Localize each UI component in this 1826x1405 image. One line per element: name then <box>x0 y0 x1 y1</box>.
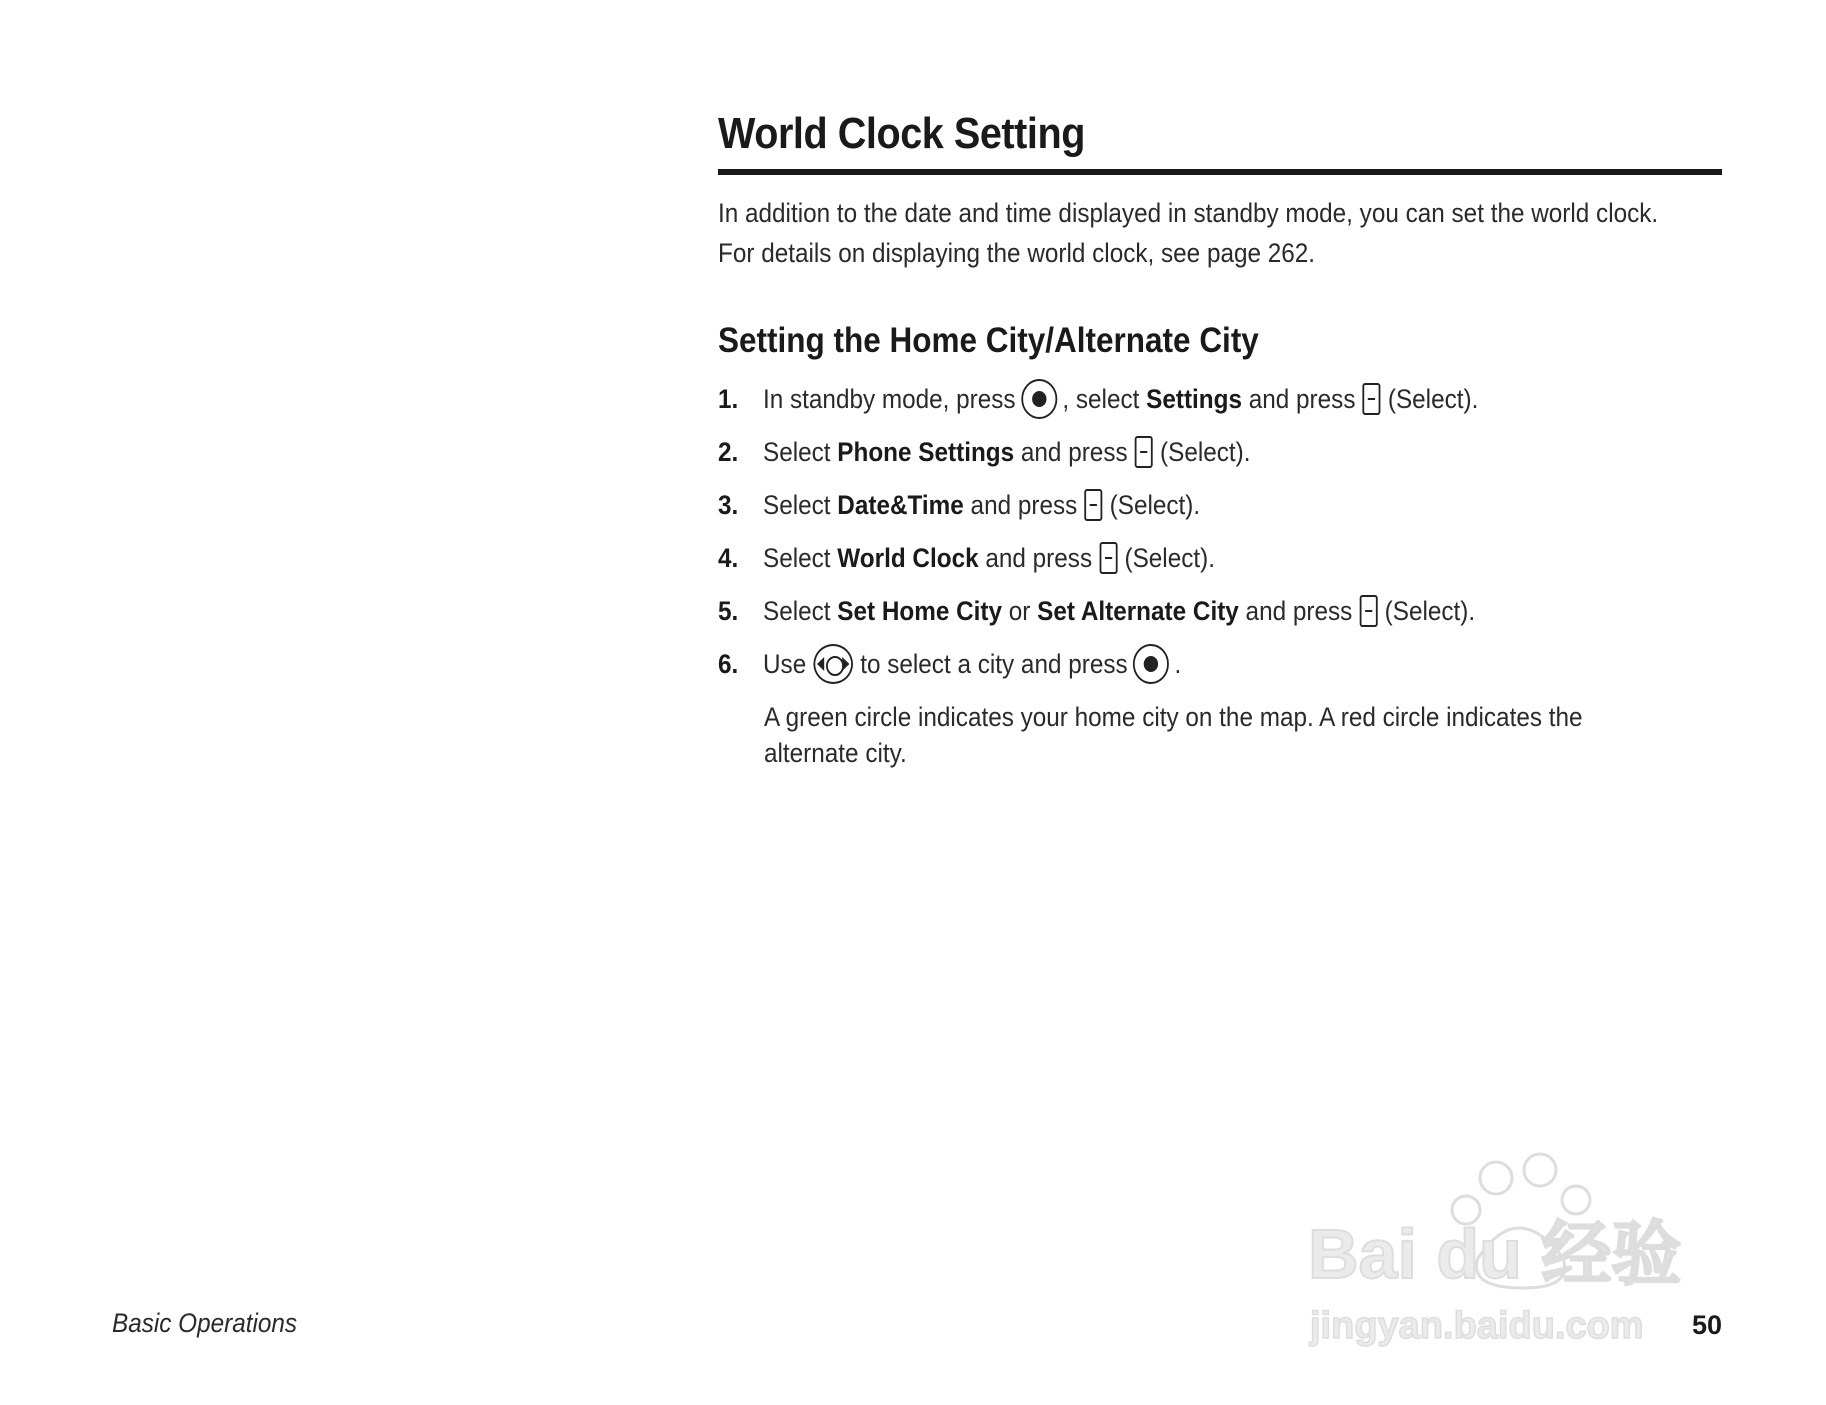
left-right-nav-key-icon <box>813 644 853 684</box>
watermark-url: jingyan.baidu.com <box>1310 1305 1644 1347</box>
step-text: , select <box>1062 383 1147 414</box>
page-title: World Clock Setting <box>718 109 1085 158</box>
menu-item-date-time: Date&Time <box>837 489 964 520</box>
step-number: 6. <box>718 648 739 679</box>
step-text: and press <box>1241 383 1356 414</box>
step-text: (Select). <box>1387 383 1479 414</box>
step-number: 4. <box>718 542 739 573</box>
step-number: 1. <box>718 383 739 414</box>
step-text: (Select). <box>1124 542 1215 573</box>
step-3 <box>718 479 1622 532</box>
section-heading: Setting the Home City/Alternate City <box>718 320 1259 360</box>
center-select-key-icon <box>1021 379 1057 419</box>
nav-left-arrow-icon <box>817 657 824 671</box>
title-divider <box>718 169 1722 175</box>
soft-key-icon <box>1359 595 1377 627</box>
step-number: 3. <box>718 489 739 520</box>
step-text: and press <box>1014 436 1128 467</box>
step-number: 2. <box>718 436 739 467</box>
step-text: (Select). <box>1109 489 1201 520</box>
step-text: and press <box>978 542 1093 573</box>
step-text: Select <box>763 542 838 573</box>
step-text: Select <box>763 489 838 520</box>
step-6-note: A green circle indicates your home city on the map. A red circle indicates the alternate city. <box>764 701 1583 768</box>
menu-item-world-clock: World Clock <box>837 542 979 573</box>
step-text: Select <box>763 436 838 467</box>
step-text: (Select). <box>1384 595 1476 626</box>
intro-line-2: For details on displaying the world clock, see page 262. <box>718 237 1316 268</box>
step-text: and press <box>963 489 1078 520</box>
step-1 <box>718 373 1622 426</box>
step-text: or <box>1002 595 1038 626</box>
menu-item-phone-settings: Phone Settings <box>837 436 1015 467</box>
nav-right-arrow-icon <box>842 657 849 671</box>
step-text: . <box>1174 648 1182 679</box>
step-text: Select <box>763 595 838 626</box>
watermark-brand: Bai du 经验 <box>1308 1215 1682 1293</box>
baidu-jingyan-watermark <box>1308 1148 1738 1348</box>
step-4 <box>718 532 1622 585</box>
menu-item-set-alternate-city: Set Alternate City <box>1037 595 1239 626</box>
step-5 <box>718 585 1622 638</box>
step-text: (Select). <box>1160 436 1251 467</box>
menu-item-set-home-city: Set Home City <box>837 595 1003 626</box>
step-text: and press <box>1238 595 1353 626</box>
soft-key-icon <box>1135 436 1153 468</box>
soft-key-icon <box>1363 383 1381 415</box>
soft-key-icon <box>1084 489 1102 521</box>
step-text: to select a city and press <box>860 648 1128 679</box>
step-text: In standby mode, press <box>763 383 1016 414</box>
intro-line-1: In addition to the date and time displayed in standby mode, you can set the world clock. <box>718 197 1659 228</box>
soft-key-icon <box>1099 542 1117 574</box>
footer-section-name: Basic Operations <box>112 1308 298 1338</box>
menu-item-settings: Settings <box>1146 383 1242 414</box>
page-content <box>718 108 1722 771</box>
center-select-key-icon <box>1133 644 1169 684</box>
steps-list <box>718 373 1722 691</box>
step-text: Use <box>763 648 807 679</box>
step-number: 5. <box>718 595 739 626</box>
page-number: 50 <box>1691 1310 1722 1340</box>
step-2 <box>718 426 1622 479</box>
step-6 <box>718 638 1622 691</box>
intro-paragraph <box>718 193 1717 273</box>
